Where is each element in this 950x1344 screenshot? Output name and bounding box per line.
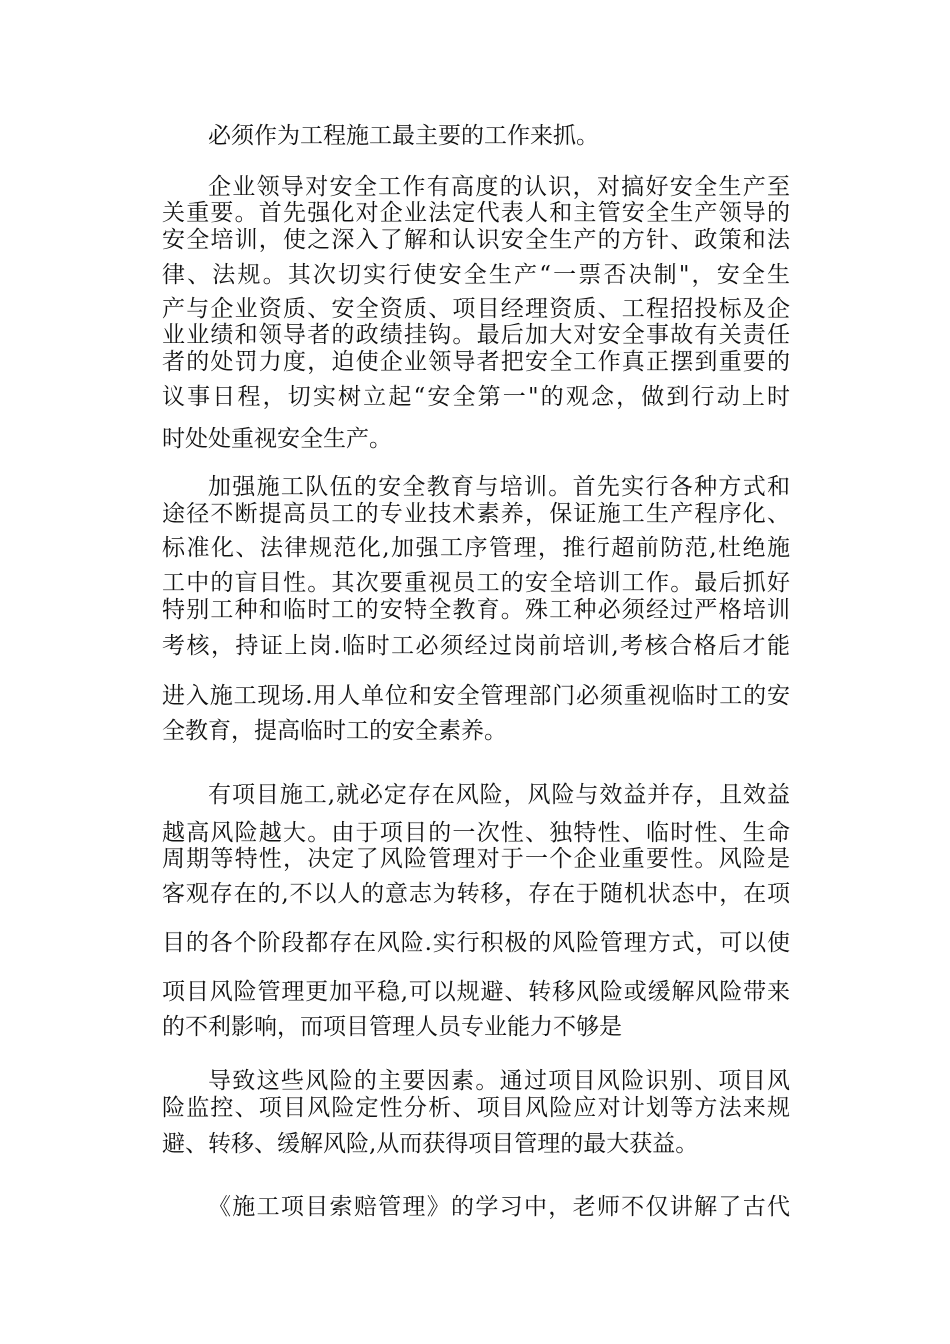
text-line: 标准化、法律规范化,加强工序管理，推行超前防范,杜绝施 xyxy=(162,535,790,561)
text-line: 途径不断提高员工的专业技术素养，保证施工生产程序化、 xyxy=(162,501,790,527)
text-line: 关重要。首先强化对企业法定代表人和主管安全生产领导的 xyxy=(162,200,790,226)
text-line: 有项目施工,就必定存在风险，风险与效益并存，且效益 xyxy=(208,782,790,808)
text-line: 时处处重视安全生产。 xyxy=(162,426,392,452)
text-line: 险监控、项目风险定性分析、项目风险应对计划等方法来规 xyxy=(162,1095,790,1121)
text-line: 进入施工现场.用人单位和安全管理部门必须重视临时工的安 xyxy=(162,683,790,709)
text-line: 《施工项目索赔管理》的学习中，老师不仅讲解了古代 xyxy=(208,1194,790,1220)
text-line: 目的各个阶段都存在风险.实行积极的风险管理方式，可以使 xyxy=(162,930,790,956)
text-line: 周期等特性，决定了风险管理对于一个企业重要性。风险是 xyxy=(162,846,790,872)
text-line: 越高风险越大。由于项目的一次性、独特性、临时性、生命 xyxy=(162,820,790,846)
text-line: 企业领导对安全工作有高度的认识，对搞好安全生产至 xyxy=(208,174,790,200)
text-line: 必须作为工程施工最主要的工作来抓。 xyxy=(208,123,599,149)
text-line: 的不利影响，而项目管理人员专业能力不够是 xyxy=(162,1014,622,1040)
text-line: 避、转移、缓解风险,从而获得项目管理的最大获益。 xyxy=(162,1131,699,1157)
text-line: 加强施工队伍的安全教育与培训。首先实行各种方式和 xyxy=(208,474,790,500)
text-line: 议事日程，切实树立起“安全第一"的观念，做到行动上时 xyxy=(162,384,790,410)
text-line: 特别工种和临时工的安特全教育。殊工种必须经过严格培训 xyxy=(162,597,790,623)
text-line: 工中的盲目性。其次要重视员工的安全培训工作。最后抓好 xyxy=(162,570,790,596)
text-line: 导致这些风险的主要因素。通过项目风险识别、项目风 xyxy=(208,1068,790,1094)
text-line: 律、法规。其次切实行使安全生产“一票否决制"，安全生 xyxy=(162,262,790,288)
text-line: 安全培训，使之深入了解和认识安全生产的方针、政策和法 xyxy=(162,227,790,253)
text-line: 全教育，提高临时工的安全素养。 xyxy=(162,718,507,744)
text-line: 者的处罚力度，迫使企业领导者把安全工作真正摆到重要的 xyxy=(162,349,790,375)
text-line: 客观存在的,不以人的意志为转移，存在于随机状态中，在项 xyxy=(162,881,790,907)
text-line: 项目风险管理更加平稳,可以规避、转移风险或缓解风险带来 xyxy=(162,979,790,1005)
text-line: 考核，持证上岗.临时工必须经过岗前培训,考核合格后才能 xyxy=(162,633,790,659)
text-line: 业业绩和领导者的政绩挂钩。最后加大对安全事故有关责任 xyxy=(162,322,790,348)
text-line: 产与企业资质、安全资质、项目经理资质、工程招投标及企 xyxy=(162,296,790,322)
